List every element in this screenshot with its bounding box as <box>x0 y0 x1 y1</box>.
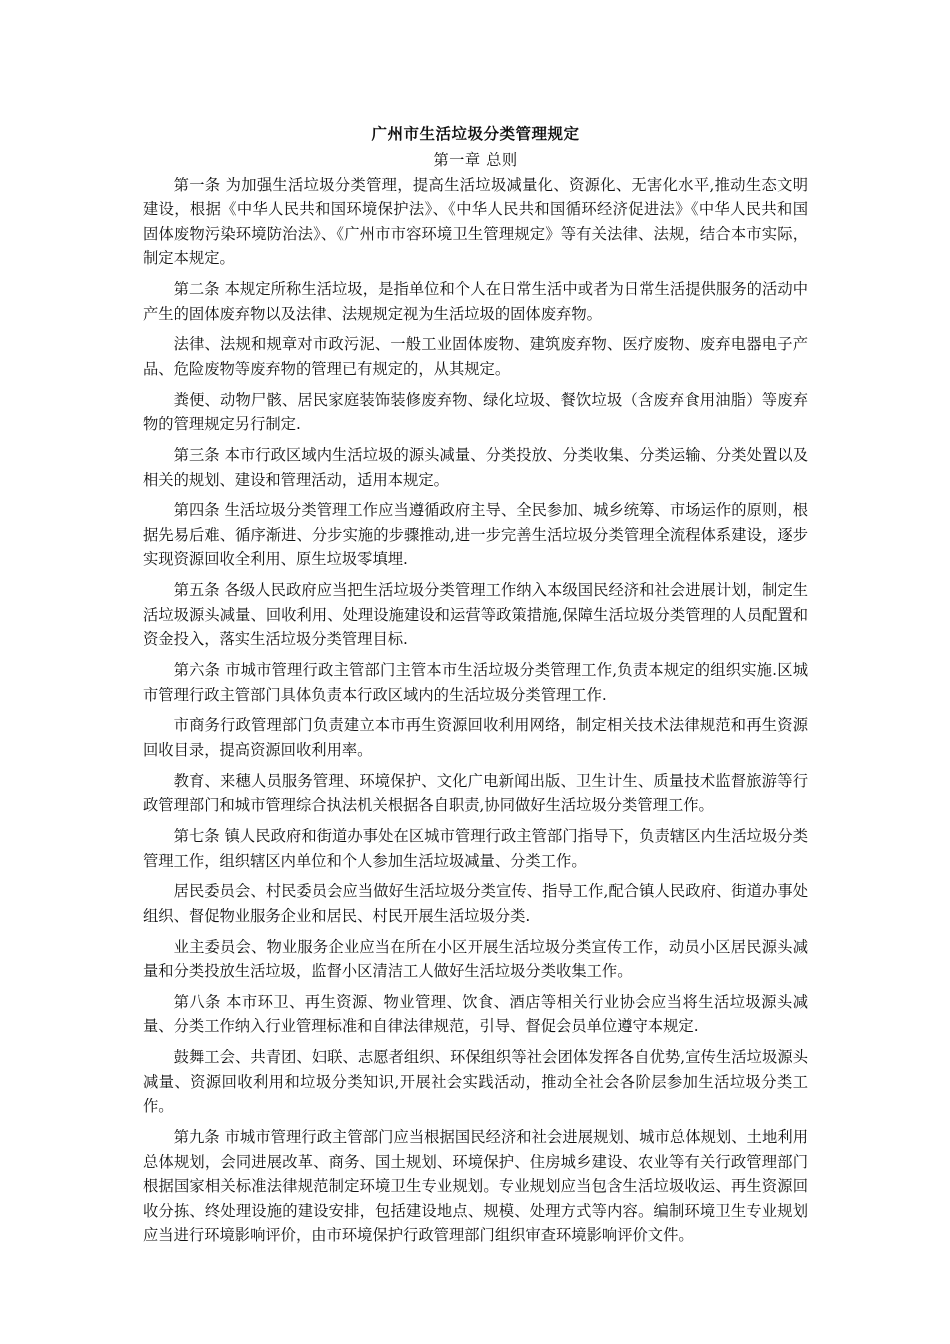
paragraph-article-2-clause-3: 粪便、动物尸骸、居民家庭装饰装修废弃物、绿化垃圾、餐饮垃圾（含废弃食用油脂）等废弃物的管理规定另行制定. <box>143 390 808 434</box>
document-page <box>143 122 808 1254</box>
paragraph-article-6-clause-3: 教育、来穗人员服务管理、环境保护、文化广电新闻出版、卫生计生、质量技术监督旅游等行政管理部门和城市管理综合执法机关根据各自职责,协同做好生活垃圾分类管理工作。 <box>143 771 808 815</box>
paragraph-article-2: 第二条 本规定所称生活垃圾，是指单位和个人在日常生活中或者为日常生活提供服务的活动中产生的固体废弃物以及法律、法规规定视为生活垃圾的固体废弃物。 <box>143 280 808 323</box>
paragraph-article-7-clause-3: 业主委员会、物业服务企业应当在所在小区开展生活垃圾分类宣传工作，动员小区居民源头减量和分类投放生活垃圾，监督小区清洁工人做好生活垃圾分类收集工作。 <box>143 937 808 981</box>
paragraph-article-9: 第九条 市城市管理行政主管部门应当根据国民经济和社会进展规划、城市总体规划、土地利用总体规划，会同进展改革、商务、国土规划、环境保护、住房城乡建设、农业等有关行政管理部门根据国家相关标准法律规范制定环境卫生专业规划。专业规划应当包含生活垃圾收运、再生资源回收分拣、终处理设施的建设安排，包括建设地点、规模、处理方式等内容。编制环境卫生专业规划应当进行环境影响评价，由市环境保护行政管理部门组织审查环境影响评价文件。 <box>143 1128 808 1245</box>
paragraph-article-1: 第一条 为加强生活垃圾分类管理，提高生活垃圾减量化、资源化、无害化水平,推动生态文明建设，根据《中华人民共和国环境保护法》、《中华人民共和国循环经济促进法》《中华人民共和国固体废物污染环境防治法》、《广州市市容环境卫生管理规定》等有关法律、法规，结合本市实际，制定本规定。 <box>143 175 808 268</box>
paragraph-article-7-clause-2: 居民委员会、村民委员会应当做好生活垃圾分类宣传、指导工作,配合镇人民政府、街道办事处组织、督促物业服务企业和居民、村民开展生活垃圾分类. <box>143 882 808 925</box>
paragraph-article-6-clause-2: 市商务行政管理部门负责建立本市再生资源回收利用网络，制定相关技术法律规范和再生资源回收目录，提高资源回收利用率。 <box>143 716 808 759</box>
document-title: 广州市生活垃圾分类管理规定 <box>371 125 580 143</box>
paragraph-article-8-clause-2: 鼓舞工会、共青团、妇联、志愿者组织、环保组织等社会团体发挥各自优势,宣传生活垃圾源头减量、资源回收利用和垃圾分类知识,开展社会实践活动，推动全社会各阶层参加生活垃圾分类工作。 <box>143 1048 808 1116</box>
chapter-heading: 第一章 总则 <box>433 150 518 169</box>
paragraph-article-7: 第七条 镇人民政府和街道办事处在区城市管理行政主管部门指导下，负责辖区内生活垃圾分类管理工作，组织辖区内单位和个人参加生活垃圾减量、分类工作。 <box>143 826 808 870</box>
paragraph-article-5: 第五条 各级人民政府应当把生活垃圾分类管理工作纳入本级国民经济和社会进展计划，制定生活垃圾源头减量、回收利用、处理设施建设和运营等政策措施,保障生活垃圾分类管理的人员配置和资金投入，落实生活垃圾分类管理目标. <box>143 581 808 649</box>
paragraph-article-3: 第三条 本市行政区域内生活垃圾的源头减量、分类投放、分类收集、分类运输、分类处置以及相关的规划、建设和管理活动，适用本规定。 <box>143 445 808 489</box>
paragraph-article-4: 第四条 生活垃圾分类管理工作应当遵循政府主导、全民参加、城乡统筹、市场运作的原则，根据先易后难、循序渐进、分步实施的步骤推动,进一步完善生活垃圾分类管理全流程体系建设，逐步实现资源回收全利用、原生垃圾零填埋. <box>143 501 808 569</box>
paragraph-article-2-clause-2: 法律、法规和规章对市政污泥、一般工业固体废物、建筑废弃物、医疗废物、废弃电器电子产品、危险废物等废弃物的管理已有规定的，从其规定。 <box>143 335 808 378</box>
paragraph-article-8: 第八条 本市环卫、再生资源、物业管理、饮食、酒店等相关行业协会应当将生活垃圾源头减量、分类工作纳入行业管理标准和自律法律规范，引导、督促会员单位遵守本规定. <box>143 992 808 1036</box>
paragraph-article-6: 第六条 市城市管理行政主管部门主管本市生活垃圾分类管理工作,负责本规定的组织实施.区城市管理行政主管部门具体负责本行政区域内的生活垃圾分类管理工作. <box>143 661 808 704</box>
